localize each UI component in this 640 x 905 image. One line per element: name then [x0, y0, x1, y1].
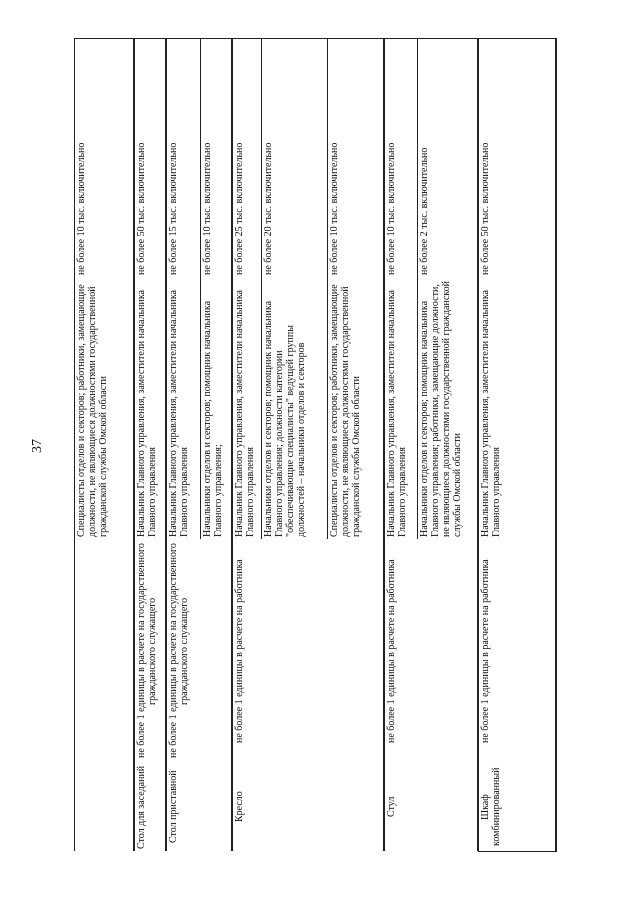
item-cell: [134, 763, 166, 851]
price-cell: [134, 39, 166, 277]
price-limit: не более 10 тыс. включительно: [202, 142, 213, 275]
positions-cell: [134, 277, 166, 539]
position-block: [75, 277, 133, 539]
price-block: [261, 39, 327, 277]
price-limit: не более 10 тыс. включительно: [329, 142, 340, 275]
item-cell: [166, 763, 232, 851]
price-block: [479, 39, 555, 277]
item-cell: [232, 763, 384, 851]
price-limit: не более 50 тыс. включительно: [136, 142, 147, 275]
position-text: Начальник Главного управления, заместители начальника Главного управления: [480, 290, 502, 537]
price-block: [75, 39, 133, 277]
price-cell: [384, 39, 478, 277]
table-row: [384, 38, 478, 851]
price-limit: не более 20 тыс. включительно: [263, 142, 274, 275]
norm-cell: [232, 539, 384, 763]
positions-cell: [166, 277, 232, 539]
positions-cell: [74, 277, 134, 539]
position-text: Начальник Главного управления, заместители начальника Главного управления: [136, 290, 158, 537]
quantity-norm: не более 1 единицы в расчете на работника: [386, 559, 397, 743]
price-limit: не более 10 тыс. включительно: [76, 142, 87, 275]
position-text: Начальники отделов и секторов; помощник начальника Главного управления; работники, замещающие должности, не являющиеся должностями государственной гражданской службы Омской области: [419, 281, 463, 537]
price-cell: [478, 39, 556, 277]
positions-cell: [384, 277, 478, 539]
price-block: [233, 39, 261, 277]
position-block: [327, 277, 385, 539]
price-block: [167, 39, 200, 277]
positions-cell: [232, 277, 384, 539]
price-cell: [74, 39, 134, 277]
table-row: [134, 38, 166, 851]
item-name: Стул: [386, 796, 397, 818]
position-text: Специалисты отделов и секторов; работники, замещающие должности, не являющиеся должностями государственной гражданской службы Омской области: [329, 284, 362, 537]
page-number: 37: [30, 439, 45, 453]
position-block: [200, 277, 233, 539]
positions-cell: [478, 277, 556, 539]
table-row: [166, 38, 232, 851]
position-text: Начальники отделов и секторов; помощник начальника Главного управления;: [202, 300, 224, 537]
table-row: [74, 38, 134, 851]
item-cell: [478, 763, 556, 851]
item-name: [75, 763, 133, 851]
position-text: Начальники отделов и секторов; помощник начальника Главного управления; должности категории "обеспечивающие специалисты" ведущей группы должностей – начальники отделов и секторов: [263, 300, 307, 537]
item-cell: [74, 763, 134, 851]
price-cell: [232, 39, 384, 277]
position-text: Начальник Главного управления, заместители начальника Главного управления: [386, 290, 408, 537]
price-limit: не более 15 тыс. включительно: [168, 142, 179, 275]
item-name: Кресло: [234, 791, 245, 823]
table-row: [478, 38, 557, 852]
position-text: Начальник Главного управления, заместители начальника Главного управления: [168, 290, 190, 537]
norm-cell: [134, 539, 166, 763]
position-block: [167, 277, 200, 539]
item-name: Шкаф комбинированный: [480, 767, 502, 847]
norm-cell: [74, 539, 134, 763]
position-block: [385, 277, 417, 539]
requirements-table: [74, 38, 556, 850]
position-block: [479, 277, 555, 539]
quantity-norm: не более 1 единицы в расчете на работника: [234, 559, 245, 743]
price-limit: не более 10 тыс. включительно: [386, 142, 397, 275]
position-text: Специалисты отделов и секторов; работники, замещающие должности, не являющиеся должностями государственной гражданской службы Омской области: [76, 284, 109, 537]
quantity-norm: [75, 539, 133, 763]
quantity-norm: не более 1 единицы в расчете на работника: [480, 559, 491, 743]
price-block: [417, 39, 479, 277]
price-limit: не более 2 тыс. включительно: [419, 147, 430, 275]
item-name: Стол для заседаний: [136, 765, 147, 849]
norm-cell: [166, 539, 232, 763]
quantity-norm: не более 1 единицы в расчете на государственного гражданского служащего: [168, 543, 190, 759]
item-cell: [384, 763, 478, 851]
position-block: [261, 277, 327, 539]
price-block: [135, 39, 165, 277]
position-block: [417, 277, 479, 539]
position-block: [233, 277, 261, 539]
item-name: Стол приставной: [168, 770, 179, 844]
price-block: [200, 39, 233, 277]
price-limit: не более 50 тыс. включительно: [480, 142, 491, 275]
price-cell: [166, 39, 232, 277]
norm-cell: [384, 539, 478, 763]
position-text: Начальник Главного управления, заместители начальника Главного управления: [234, 290, 256, 537]
price-block: [385, 39, 417, 277]
price-limit: не более 25 тыс. включительно: [234, 142, 245, 275]
table-row: [232, 38, 384, 851]
price-block: [327, 39, 385, 277]
position-block: [135, 277, 165, 539]
quantity-norm: не более 1 единицы в расчете на государственного гражданского служащего: [136, 543, 158, 759]
norm-cell: [478, 539, 556, 763]
